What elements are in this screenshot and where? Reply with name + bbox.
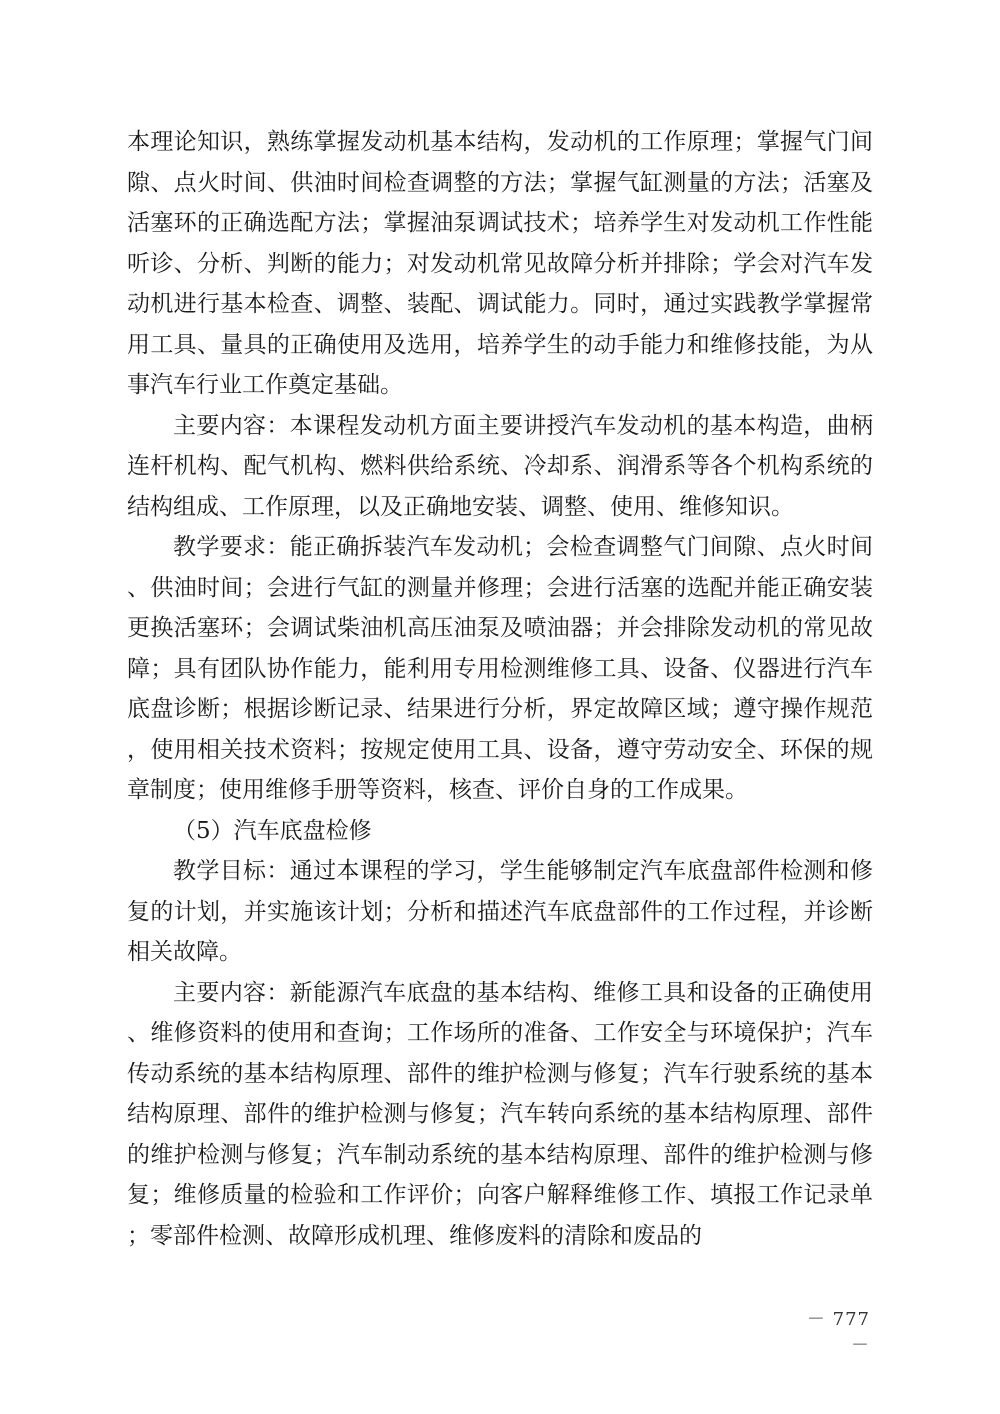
page-number: － 777 － <box>806 1309 870 1356</box>
paragraph-engine-requirements: 教学要求：能正确拆装汽车发动机；会检查调整气门间隙、点火时间、供油时间；会进行气缸的测量并修理；会进行活塞的选配并能正确安装更换活塞环；会调试柴油机高压油泵及喷油器；并会排除发动机的常见故障；具有团队协作能力，能利用专用检测维修工具、设备、仪器进行汽车底盘诊断；根据诊断记录、结果进行分析，界定故障区域；遵守操作规范，使用相关技术资料；按规定使用工具、设备，遵守劳动安全、环保的规章制度；使用维修手册等资料，核查、评价自身的工作成果。 <box>127 534 873 803</box>
paragraph-engine-main-content: 主要内容：本课程发动机方面主要讲授汽车发动机的基本构造，曲柄连杆机构、配气机构、燃料供给系统、冷却系、润滑系等各个机构系统的结构组成、工作原理，以及正确地安装、调整、使用、维修知识。 <box>127 412 873 520</box>
paragraph-continuation: 本理论知识，熟练掌握发动机基本结构，发动机的工作原理；掌握气门间隙、点火时间、供油时间检查调整的方法；掌握气缸测量的方法；活塞及活塞环的正确选配方法；掌握油泵调试技术；培养学生对发动机工作性能听诊、分析、判断的能力；对发动机常见故障分析并排除；学会对汽车发动机进行基本检查、调整、装配、调试能力。同时，通过实践教学掌握常用工具、量具的正确使用及选用，培养学生的动手能力和维修技能，为从事汽车行业工作奠定基础。 <box>127 129 873 398</box>
section-heading-chassis: （5）汽车底盘检修 <box>173 817 372 844</box>
document-body <box>127 122 873 1256</box>
paragraph-chassis-main-content: 主要内容：新能源汽车底盘的基本结构、维修工具和设备的正确使用、维修资料的使用和查询；工作场所的准备、工作安全与环境保护；汽车传动系统的基本结构原理、部件的维护检测与修复；汽车行驶系统的基本结构原理、部件的维护检测与修复；汽车转向系统的基本结构原理、部件的维护检测与修复；汽车制动系统的基本结构原理、部件的维护检测与修复；维修质量的检验和工作评价；向客户解释维修工作、填报工作记录单；零部件检测、故障形成机理、维修废料的清除和废品的 <box>127 979 873 1249</box>
paragraph-chassis-goals: 教学目标：通过本课程的学习，学生能够制定汽车底盘部件检测和修复的计划，并实施该计划；分析和描述汽车底盘部件的工作过程，并诊断相关故障。 <box>127 858 873 965</box>
